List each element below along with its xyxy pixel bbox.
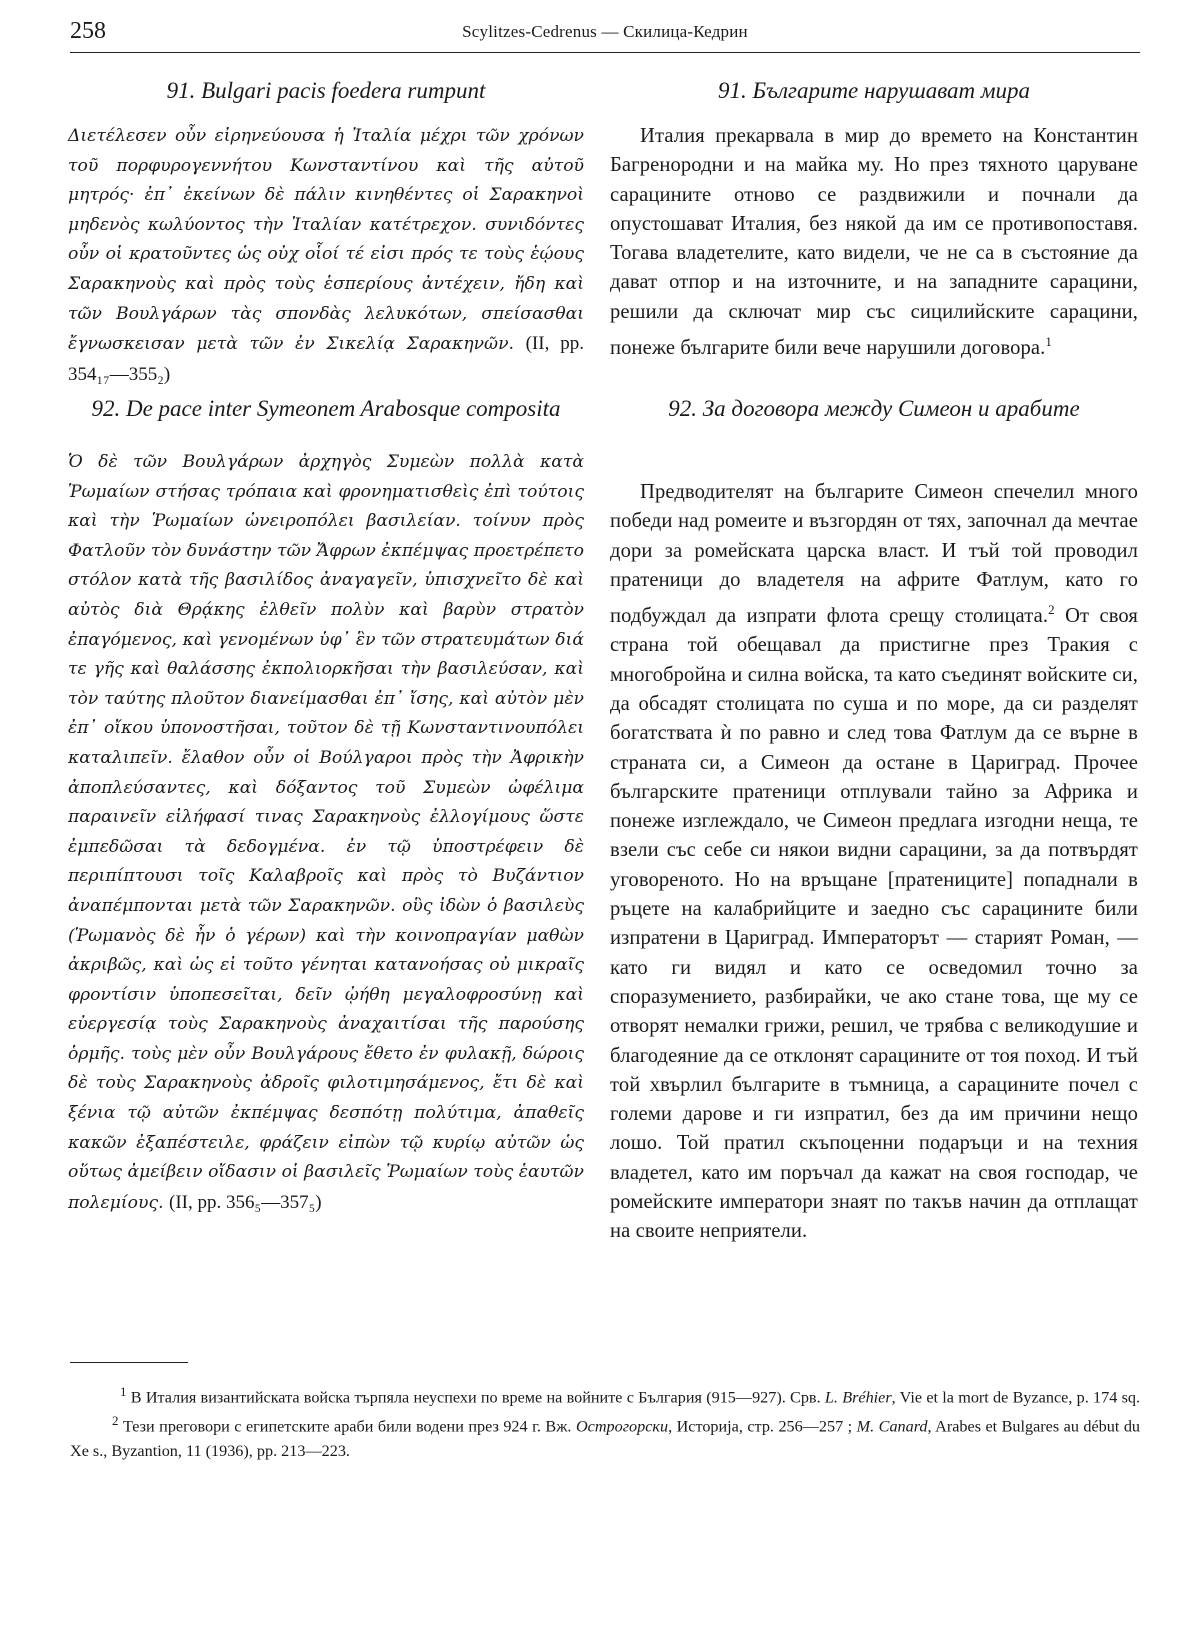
footnote-2-citation2: , Arabes et Bulgares au début du Xe s., Byzantion, 11 (1936), pp. 213—223. xyxy=(70,1417,1141,1460)
bulgarian-text-body: Предводителят на българите Симеон спечелил много победи над ромеите и възгордян от тях, започнал да мечтае дори за ромейската царска власт. И тъй той проводил пратеници до владетеля на африте Фатлум, като го подбуждал да изпрати флота срещу столицата. xyxy=(610,481,1138,628)
footnote-2-mark: 2 xyxy=(112,1413,119,1429)
footnote-1-author: L. Bréhier xyxy=(824,1388,892,1407)
footnote-2-author2: M. Canard xyxy=(856,1417,928,1436)
running-head: Scylitzes-Cedrenus — Скилица-Кедрин xyxy=(462,22,748,41)
footnote-2-text: Тези преговори с египетските араби били водени през 924 г. Вж. xyxy=(122,1417,572,1436)
header-rule xyxy=(70,52,1140,53)
section-91-latin-title: 91. Bulgari pacis foedera rumpunt xyxy=(166,78,486,103)
section-91-greek xyxy=(68,76,584,390)
footnote-rule xyxy=(70,1362,188,1363)
section-92-greek-text xyxy=(68,448,584,1218)
page-number: 258 xyxy=(70,18,106,44)
footnote-1-text: В Италия византийската войска търпяла неуспехи по време на войните с България (915—927). Срв. xyxy=(130,1388,821,1407)
section-91-bulgarian xyxy=(610,76,1138,363)
bulgarian-text-continuation: От своя страна той обещавал да пристигне през Тракия с многобройна и силна войска, та като съединят войските си, да обсадят столицата по суша и по море, да си разделят богатствата ѝ по равно и след това Фатлум да се върне в страната си, а Симеон да остане в Цариград. Прочее българските пратеници отплували тайно за Африка и понеже изглеждало, че Симеон предлага изгодни неща, те взели със себе си някои видни сарацини, за да потвърдят уговореното. Но на връщане [пратениците] попаднали в ръцете на калабрийците и заедно със сарацините били изпратени в Цариград. Императорът — старият Роман, — като ги видял и като се осведомил точно за споразумението, разбирайки, че ако стане това, ще му се отворят немалки грижи, решил, че трябва с великодушие и благодеяние да се отклонят сарацините от тоя поход. И тъй той хвърлил българите в тъмница, а сарацините почел с големи дарове и ги изпратил, без да им причини нещо лошо. Той пратил скъпоценни подаръци и на техния владетел, като им поръчал да кажат на своя господар, че ромейските императори знаят по такъв начин да отплащат на своите неприятели. xyxy=(610,605,1138,1243)
section-92-bulgarian-text xyxy=(610,478,1138,1247)
section-92-bulgarian-title: 92. За договора между Симеон и арабите xyxy=(668,396,1080,421)
greek-text-body: Ὁ δὲ τῶν Βουλγάρων ἀρχηγὸς Συμεὼν πολλὰ κατὰ Ῥωμαίων στήσας τρόπαια καὶ φρονηματισθεὶς ἐπὶ τούτοις καὶ τὴν Ῥωμαίων ὠνειροπόλει βασιλείαν. τοίνυν πρὸς Φατλοῦν τὸν δυνάστην τῶν Ἄφρων ἐκπέμψας προετρέπετο στόλον κατὰ τῆς βασιλίδος ἀναγαγεῖν, ὑπισχνεῖτο δὲ καὶ αὐτὸς διὰ Θρᾴκης ἐλθεῖν πολὺν καὶ βαρὺν στρατὸν ἐπαγόμενος, καὶ γενομένων ὑφ᾿ ἓν τῶν στρατευμάτων διά τε γῆς καὶ θαλάσσης ἐκπολιορκῆσαι τὴν βασιλεύσαν, καὶ τὸν ταύτης πλοῦτον διανείμασθαι ἐπ᾿ ἴσης, καὶ αὐτὸν μὲν ἐπ᾿ οἴκου ὑπονοστῆσαι, τοῦτον δὲ τῇ Κωνσταντινουπόλει καταλιπεῖν. ἔλαθον οὖν οἱ Βούλγαροι πρὸς τὴν Ἀφρικὴν ἀποπλεύσαντες, καὶ δόξαντος τοῦ Συμεὼν ὠφέλιμα παραινεῖν εἰλήφασί τινας Σαρακηνοὺς ἐλλογίμους ὥστε ἐμπεδῶσαι τὰ δεδογμένα. ἐν τῷ ὑποστρέφειν δὲ περιπίπτουσι τοῖς Καλαβροῖς καὶ πρὸς τὸ Βυζάντιον ἀναπέμπονται μετὰ τῶν Σαρακηνῶν. οὓς ἰδὼν ὁ βασιλεὺς (Ῥωμανὸς δὲ ἦν ὁ γέρων) καὶ τὴν κοινοπραγίαν μαθὼν ἀκριβῶς, καὶ ὡς εἰ τοῦτο γένηται κατανοήσας οὐ μικραῖς φροντίσιν ὑποπεσεῖται, δεῖν ᾠήθη μεγαλοφροσύνῃ καὶ εὐεργεσίᾳ τοὺς Σαρακηνοὺς ἀναχαιτίσαι τῆς παρούσης ὁρμῆς. τοὺς μὲν οὖν Βουλγάρους ἔθετο ἐν φυλακῇ, δώροις δὲ τοὺς Σαρακηνοὺς ἀδροῖς φιλοτιμησάμενος, ἔτι δὲ καὶ ξένια τῷ αὐτῶν ἐκπέμψας δεσπότῃ πολύτιμα, ἀπαθεῖς κακῶν ἐξαπέστειλε, φράζειν εἰπὼν τῷ κυρίῳ αὐτῶν ὡς οὕτως ἀμείβειν οἴδασιν οἱ βασιλεῖς Ῥωμαίων τοὺς ἑαυτῶν πολεμίους. xyxy=(68,452,584,1213)
section-91-bulgarian-text xyxy=(610,122,1138,363)
greek-reference: (II, pp. 356₅—357₅) xyxy=(169,1191,322,1213)
bulgarian-text-body: Италия прекарвала в мир до времето на Константин Багренородни и на майка му. Но през тяхното царуване сарацините отново се раздвижили и почнали да опустошават Италия, без някой да им се противопоставя. Тогава владетелите, като видели, че не са в състояние да дават отпор и на източните, и на западните сарацини, решили да сключат мир със сицилийските сарацини, понеже българите били вече нарушили договора. xyxy=(610,125,1138,359)
footnote-mark[interactable]: 1 xyxy=(1045,334,1053,350)
footnote-1-citation: , Vie et la mort de Byzance, p. 174 sq. xyxy=(891,1388,1141,1407)
section-92-bulgarian xyxy=(610,394,1138,1247)
section-91-bulgarian-title: 91. Българите нарушават мира xyxy=(717,78,1031,103)
page-header xyxy=(70,18,1140,52)
greek-reference: (II, pp. 354₁₇—355₂) xyxy=(68,333,584,385)
section-92-latin-title: 92. De pace inter Symeonem Arabosque composita xyxy=(91,396,561,421)
greek-text-body: Διετέλεσεν οὖν εἰρηνεύουσα ἡ Ἰταλία μέχρι τῶν χρόνων τοῦ πορφυρογεννήτου Κωνσταντίνου καὶ τῆς αὐτοῦ μητρός· ἐπ᾿ ἐκείνων δὲ πάλιν κινηθέντες οἱ Σαρακηνοὶ μηδενὸς κωλύοντος τὴν Ἰταλίαν κατέτρεχον. συνιδόντες οὖν οἱ κρατοῦντες ὡς οὐχ οἷοί τέ εἰσι πρός τε τοὺς ἑῴους Σαρακηνοὺς καὶ πρὸς τοὺς ἑσπερίους ἀντέχειν, ἤδη καὶ τῶν Βουλγάρων τὰς σπονδὰς λελυκότων, σπείσασθαι ἔγνωσκεισαν μετὰ τῶν ἐν Σικελίᾳ Σαρακηνῶν. xyxy=(68,126,584,355)
footnote-1 xyxy=(70,1380,1140,1463)
footnote-mark[interactable]: 2 xyxy=(1048,602,1055,618)
footnote-2-citation: , Историја, стр. 256—257 ; xyxy=(668,1417,853,1436)
section-92-greek xyxy=(68,394,584,1218)
footnote-2-author: Острогорски xyxy=(575,1417,669,1436)
section-91-greek-text xyxy=(68,122,584,390)
footnote-1-mark: 1 xyxy=(120,1384,127,1399)
footnotes xyxy=(70,1380,1140,1463)
